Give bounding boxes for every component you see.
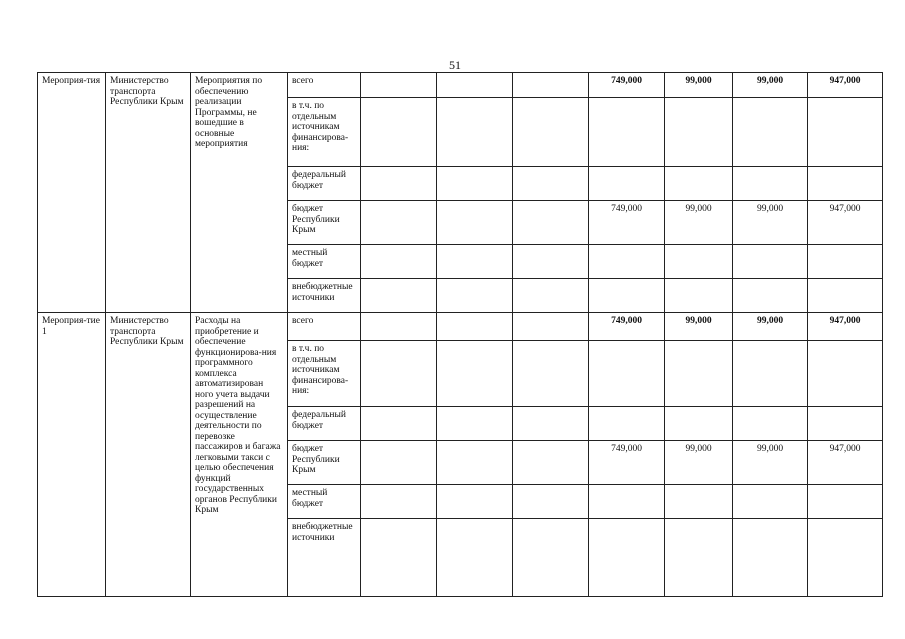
amount-cell: [513, 98, 589, 167]
page-number: 51: [449, 58, 461, 72]
budget-table: [37, 72, 883, 597]
amount-cell: [437, 167, 513, 201]
funding-source-cell: внебюджетные источники: [288, 279, 361, 313]
amount-cell: [437, 313, 513, 341]
amount-cell: 99,000: [665, 201, 733, 245]
activity-name-cell: Мероприя-тие 1: [38, 313, 106, 597]
amount-cell: 947,000: [808, 441, 883, 485]
amount-cell: [437, 519, 513, 597]
amount-cell: [437, 441, 513, 485]
amount-cell: 99,000: [665, 73, 733, 98]
amount-cell: [733, 341, 808, 407]
amount-cell: [361, 519, 437, 597]
amount-cell: [589, 341, 665, 407]
amount-cell: [513, 485, 589, 519]
amount-cell: [361, 441, 437, 485]
activity-name-cell: Мероприя-тия: [38, 73, 106, 313]
funding-source-cell: в т.ч. по отдельным источникам финансирова-ния:: [288, 98, 361, 167]
amount-cell: 749,000: [589, 441, 665, 485]
amount-cell: [513, 279, 589, 313]
responsible-cell: Министерство транспорта Республики Крым: [106, 73, 191, 313]
amount-cell: [733, 98, 808, 167]
funding-source-cell: внебюджетные источники: [288, 519, 361, 597]
amount-cell: [513, 441, 589, 485]
funding-source-cell: федеральный бюджет: [288, 167, 361, 201]
amount-cell: [361, 313, 437, 341]
amount-cell: 947,000: [808, 201, 883, 245]
amount-cell: 99,000: [733, 313, 808, 341]
amount-cell: [808, 407, 883, 441]
amount-cell: [513, 201, 589, 245]
amount-cell: [589, 519, 665, 597]
amount-cell: [665, 519, 733, 597]
amount-cell: [733, 245, 808, 279]
amount-cell: 749,000: [589, 201, 665, 245]
amount-cell: [733, 485, 808, 519]
amount-cell: [589, 279, 665, 313]
amount-cell: [513, 407, 589, 441]
amount-cell: [665, 407, 733, 441]
amount-cell: [513, 341, 589, 407]
amount-cell: 749,000: [589, 73, 665, 98]
funding-source-cell: в т.ч. по отдельным источникам финансирова-ния:: [288, 341, 361, 407]
funding-source-cell: всего: [288, 73, 361, 98]
amount-cell: [361, 279, 437, 313]
amount-cell: [665, 485, 733, 519]
amount-cell: 99,000: [733, 441, 808, 485]
funding-source-cell: местный бюджет: [288, 245, 361, 279]
amount-cell: [437, 279, 513, 313]
table-row: [38, 313, 883, 341]
amount-cell: [589, 485, 665, 519]
amount-cell: [437, 485, 513, 519]
table-row: [38, 73, 883, 98]
amount-cell: [808, 167, 883, 201]
amount-cell: [733, 279, 808, 313]
amount-cell: [665, 341, 733, 407]
amount-cell: [513, 167, 589, 201]
amount-cell: [808, 245, 883, 279]
amount-cell: [733, 519, 808, 597]
amount-cell: [808, 519, 883, 597]
amount-cell: [437, 98, 513, 167]
amount-cell: [733, 167, 808, 201]
amount-cell: [437, 73, 513, 98]
amount-cell: 99,000: [733, 73, 808, 98]
funding-source-cell: бюджет Республики Крым: [288, 201, 361, 245]
amount-cell: [589, 245, 665, 279]
amount-cell: [589, 98, 665, 167]
amount-cell: [808, 98, 883, 167]
amount-cell: [808, 341, 883, 407]
amount-cell: [513, 519, 589, 597]
amount-cell: [361, 407, 437, 441]
amount-cell: 99,000: [665, 441, 733, 485]
amount-cell: [513, 73, 589, 98]
amount-cell: [361, 341, 437, 407]
responsible-cell: Министерство транспорта Республики Крым: [106, 313, 191, 597]
amount-cell: [589, 407, 665, 441]
funding-source-cell: федеральный бюджет: [288, 407, 361, 441]
amount-cell: 99,000: [733, 201, 808, 245]
amount-cell: [513, 313, 589, 341]
amount-cell: [808, 279, 883, 313]
amount-cell: [361, 201, 437, 245]
amount-cell: [665, 279, 733, 313]
amount-cell: [437, 341, 513, 407]
amount-cell: [665, 167, 733, 201]
amount-cell: 947,000: [808, 313, 883, 341]
amount-cell: 947,000: [808, 73, 883, 98]
amount-cell: 749,000: [589, 313, 665, 341]
amount-cell: [361, 167, 437, 201]
funding-source-cell: бюджет Республики Крым: [288, 441, 361, 485]
amount-cell: [361, 73, 437, 98]
description-cell: Мероприятия по обеспечению реализации Программы, не вошедшие в основные мероприятия: [191, 73, 288, 313]
amount-cell: 99,000: [665, 313, 733, 341]
amount-cell: [665, 245, 733, 279]
amount-cell: [437, 245, 513, 279]
funding-source-cell: всего: [288, 313, 361, 341]
amount-cell: [808, 485, 883, 519]
amount-cell: [437, 407, 513, 441]
amount-cell: [665, 98, 733, 167]
amount-cell: [513, 245, 589, 279]
amount-cell: [589, 167, 665, 201]
funding-source-cell: местный бюджет: [288, 485, 361, 519]
amount-cell: [361, 245, 437, 279]
description-cell: Расходы на приобретение и обеспечение функционирова-ния программного комплекса автоматизирован ного учета выдачи разрешений на осуществление деятельности по перевозке пассажиров и багажа легковыми такси с целью обеспечения функций государственных органов Республики Крым: [191, 313, 288, 597]
amount-cell: [733, 407, 808, 441]
amount-cell: [437, 201, 513, 245]
amount-cell: [361, 485, 437, 519]
amount-cell: [361, 98, 437, 167]
